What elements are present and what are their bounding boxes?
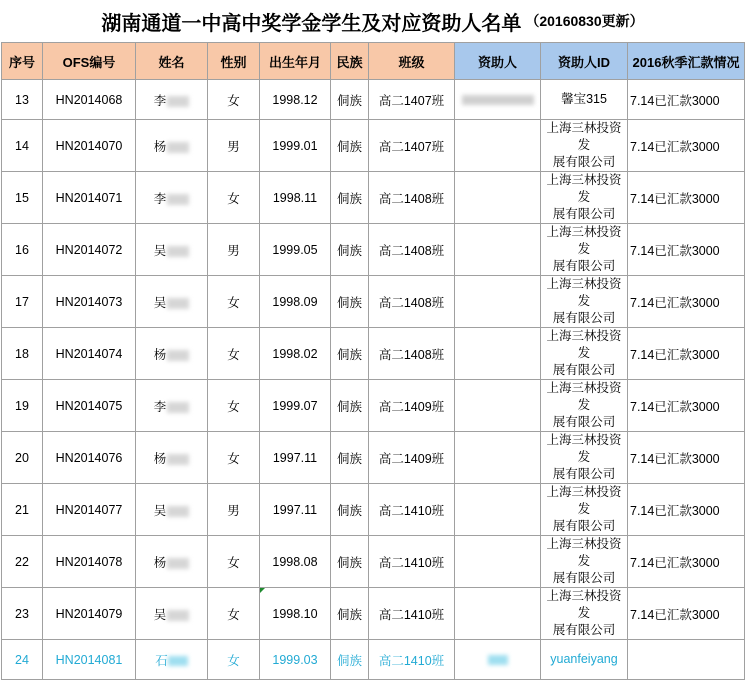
cell-class[interactable]: 高二1407班 [369, 80, 455, 120]
cell-class[interactable]: 高二1410班 [369, 588, 455, 640]
cell-donor[interactable] [455, 120, 541, 172]
cell-name[interactable] [136, 80, 208, 120]
cell-no[interactable]: 14 [2, 120, 43, 172]
name-redaction-blur [167, 194, 189, 205]
donor-id-line: 展有限公司 [552, 623, 616, 637]
name-redaction-blur [167, 610, 189, 621]
donor-redaction-blur [488, 655, 508, 665]
cell-name[interactable] [136, 484, 208, 536]
table-row [2, 380, 745, 432]
table-row [2, 172, 745, 224]
cell-donor-id[interactable] [541, 80, 628, 120]
student-name-surname: 吴 [153, 295, 167, 310]
donor-id-line: 上海三林投资发 [546, 381, 622, 412]
cell-remittance[interactable]: 7.14已汇款3000 [628, 120, 745, 172]
cell-remittance[interactable]: 7.14已汇款3000 [628, 328, 745, 380]
header-no[interactable]: 序号 [2, 43, 43, 80]
cell-no[interactable]: 20 [2, 432, 43, 484]
cell-class[interactable]: 高二1410班 [369, 536, 455, 588]
cell-ethnic[interactable]: 侗族 [331, 224, 369, 276]
cell-name[interactable] [136, 172, 208, 224]
cell-birth[interactable]: 1999.07 [260, 380, 331, 432]
donor-id-line: 馨宝315 [561, 92, 607, 106]
cell-remittance[interactable]: 7.14已汇款3000 [628, 172, 745, 224]
cell-class[interactable]: 高二1409班 [369, 380, 455, 432]
sheet-title [0, 0, 745, 42]
cell-birth[interactable]: 1998.11 [260, 172, 331, 224]
cell-gender[interactable]: 男 [208, 120, 260, 172]
name-redaction-blur [167, 96, 189, 107]
cell-donor[interactable] [455, 276, 541, 328]
cell-gender[interactable]: 女 [208, 276, 260, 328]
cell-remittance[interactable]: 7.14已汇款3000 [628, 224, 745, 276]
cell-ofs-id[interactable]: HN2014079 [43, 588, 136, 640]
cell-no[interactable]: 23 [2, 588, 43, 640]
student-name-surname: 吴 [153, 243, 167, 258]
cell-no[interactable]: 19 [2, 380, 43, 432]
cell-class[interactable]: 高二1409班 [369, 432, 455, 484]
cell-remittance[interactable] [628, 640, 745, 680]
header-birth[interactable]: 出生年月 [260, 43, 331, 80]
cell-remittance[interactable]: 7.14已汇款3000 [628, 432, 745, 484]
cell-donor-id[interactable] [541, 536, 628, 588]
cell-birth[interactable]: 1999.01 [260, 120, 331, 172]
name-redaction-blur [167, 246, 189, 257]
cell-ethnic[interactable]: 侗族 [331, 380, 369, 432]
donor-id-line: 上海三林投资发 [546, 225, 622, 256]
cell-ethnic[interactable]: 侗族 [331, 80, 369, 120]
donor-id-line: 展有限公司 [552, 467, 616, 481]
cell-ofs-id[interactable]: HN2014076 [43, 432, 136, 484]
cell-donor[interactable] [455, 536, 541, 588]
student-name-surname: 杨 [153, 555, 167, 570]
cell-ofs-id[interactable]: HN2014070 [43, 120, 136, 172]
cell-gender[interactable]: 女 [208, 80, 260, 120]
scholarship-table [1, 42, 745, 680]
donor-id-line: yuanfeiyang [550, 652, 618, 666]
cell-donor-id[interactable] [541, 432, 628, 484]
cell-name[interactable] [136, 588, 208, 640]
name-redaction-blur [167, 402, 189, 413]
student-name-surname: 杨 [153, 451, 167, 466]
donor-id-line: 上海三林投资发 [546, 173, 622, 204]
donor-id-line: 上海三林投资发 [546, 329, 622, 360]
cell-donor[interactable] [455, 172, 541, 224]
donor-redaction-blur [462, 95, 534, 105]
donor-id-line: 展有限公司 [552, 363, 616, 377]
cell-birth[interactable]: 1998.12 [260, 80, 331, 120]
cell-donor-id[interactable] [541, 588, 628, 640]
table-row [2, 640, 745, 680]
name-redaction-blur [167, 350, 189, 361]
donor-id-line: 上海三林投资发 [546, 277, 622, 308]
student-name-surname: 李 [153, 191, 167, 206]
table-row [2, 120, 745, 172]
cell-donor-id[interactable] [541, 484, 628, 536]
cell-birth[interactable]: 1998.02 [260, 328, 331, 380]
cell-name[interactable] [136, 120, 208, 172]
cell-donor[interactable] [455, 80, 541, 120]
cell-gender[interactable]: 女 [208, 432, 260, 484]
cell-class[interactable]: 高二1407班 [369, 120, 455, 172]
cell-ethnic[interactable]: 侗族 [331, 276, 369, 328]
cell-birth[interactable]: 1998.08 [260, 536, 331, 588]
cell-class[interactable]: 高二1408班 [369, 224, 455, 276]
cell-remittance[interactable]: 7.14已汇款3000 [628, 484, 745, 536]
table-row [2, 588, 745, 640]
cell-ethnic[interactable]: 侗族 [331, 484, 369, 536]
header-gender[interactable]: 性别 [208, 43, 260, 80]
cell-ethnic[interactable]: 侗族 [331, 120, 369, 172]
cell-donor[interactable] [455, 588, 541, 640]
cell-name[interactable] [136, 224, 208, 276]
cell-remittance[interactable]: 7.14已汇款3000 [628, 380, 745, 432]
cell-remittance[interactable]: 7.14已汇款3000 [628, 276, 745, 328]
donor-id-line: 上海三林投资发 [546, 121, 622, 152]
cell-donor-id[interactable] [541, 172, 628, 224]
cell-birth[interactable]: 1997.11 [260, 484, 331, 536]
table-row [2, 276, 745, 328]
cell-remittance[interactable]: 7.14已汇款3000 [628, 80, 745, 120]
cell-donor-id[interactable] [541, 328, 628, 380]
donor-id-line: 展有限公司 [552, 155, 616, 169]
student-name-surname: 李 [153, 399, 167, 414]
cell-gender[interactable]: 男 [208, 484, 260, 536]
cell-class[interactable]: 高二1410班 [369, 484, 455, 536]
cell-ethnic[interactable]: 侗族 [331, 172, 369, 224]
cell-no[interactable]: 15 [2, 172, 43, 224]
cell-ofs-id[interactable]: HN2014078 [43, 536, 136, 588]
comment-marker-icon [260, 588, 265, 593]
donor-id-line: 展有限公司 [552, 519, 616, 533]
cell-donor[interactable] [455, 484, 541, 536]
cell-remittance[interactable]: 7.14已汇款3000 [628, 536, 745, 588]
student-name-surname: 李 [153, 93, 167, 108]
header-row [2, 43, 745, 80]
cell-donor-id[interactable] [541, 380, 628, 432]
student-name-surname: 吴 [153, 607, 167, 622]
table-row [2, 484, 745, 536]
title-update-date: （20160830更新） [525, 13, 644, 29]
cell-no[interactable]: 18 [2, 328, 43, 380]
cell-donor[interactable] [455, 640, 541, 680]
table-row [2, 224, 745, 276]
header-ofs-id[interactable]: OFS编号 [43, 43, 136, 80]
cell-name[interactable] [136, 640, 208, 680]
donor-id-line: 上海三林投资发 [546, 485, 622, 516]
cell-gender[interactable]: 女 [208, 380, 260, 432]
table-row [2, 536, 745, 588]
cell-name[interactable] [136, 276, 208, 328]
cell-no[interactable]: 16 [2, 224, 43, 276]
name-redaction-blur [167, 506, 189, 517]
cell-no[interactable]: 22 [2, 536, 43, 588]
donor-id-line: 展有限公司 [552, 259, 616, 273]
cell-gender[interactable]: 女 [208, 172, 260, 224]
table-row [2, 432, 745, 484]
cell-gender[interactable]: 女 [208, 640, 260, 680]
table-row [2, 80, 745, 120]
cell-birth[interactable]: 1998.10 [260, 588, 331, 640]
cell-name[interactable] [136, 328, 208, 380]
cell-gender[interactable]: 男 [208, 224, 260, 276]
cell-birth[interactable]: 1998.09 [260, 276, 331, 328]
donor-id-line: 展有限公司 [552, 571, 616, 585]
cell-donor-id[interactable] [541, 276, 628, 328]
cell-ofs-id[interactable]: HN2014071 [43, 172, 136, 224]
cell-ofs-id[interactable]: HN2014068 [43, 80, 136, 120]
cell-ofs-id[interactable]: HN2014077 [43, 484, 136, 536]
cell-ofs-id[interactable]: HN2014081 [43, 640, 136, 680]
header-donor-id[interactable]: 资助人ID [541, 43, 628, 80]
cell-ethnic[interactable]: 侗族 [331, 432, 369, 484]
cell-name[interactable] [136, 380, 208, 432]
cell-remittance[interactable]: 7.14已汇款3000 [628, 588, 745, 640]
donor-id-line: 上海三林投资发 [546, 589, 622, 620]
cell-gender[interactable]: 女 [208, 588, 260, 640]
donor-id-line: 展有限公司 [552, 311, 616, 325]
cell-donor-id[interactable] [541, 640, 628, 680]
header-remittance[interactable]: 2016秋季汇款情况 [628, 43, 745, 80]
donor-id-line: 上海三林投资发 [546, 537, 622, 568]
cell-ethnic[interactable]: 侗族 [331, 588, 369, 640]
header-class[interactable]: 班级 [369, 43, 455, 80]
cell-ethnic[interactable]: 侗族 [331, 328, 369, 380]
cell-no[interactable]: 24 [2, 640, 43, 680]
cell-ofs-id[interactable]: HN2014075 [43, 380, 136, 432]
cell-donor[interactable] [455, 380, 541, 432]
cell-class[interactable]: 高二1410班 [369, 640, 455, 680]
cell-class[interactable]: 高二1408班 [369, 276, 455, 328]
cell-ofs-id[interactable]: HN2014072 [43, 224, 136, 276]
header-name[interactable]: 姓名 [136, 43, 208, 80]
cell-birth[interactable]: 1997.11 [260, 432, 331, 484]
cell-class[interactable]: 高二1408班 [369, 172, 455, 224]
cell-donor-id[interactable] [541, 224, 628, 276]
table-row [2, 328, 745, 380]
cell-donor-id[interactable] [541, 120, 628, 172]
student-name-surname: 吴 [153, 503, 167, 518]
cell-gender[interactable]: 女 [208, 536, 260, 588]
cell-donor[interactable] [455, 328, 541, 380]
cell-name[interactable] [136, 536, 208, 588]
cell-name[interactable] [136, 432, 208, 484]
name-redaction-blur [167, 298, 189, 309]
cell-no[interactable]: 17 [2, 276, 43, 328]
donor-id-line: 展有限公司 [552, 207, 616, 221]
name-redaction-blur [168, 656, 188, 666]
cell-donor[interactable] [455, 432, 541, 484]
cell-birth[interactable]: 1999.05 [260, 224, 331, 276]
donor-id-line: 上海三林投资发 [546, 433, 622, 464]
cell-class[interactable]: 高二1408班 [369, 328, 455, 380]
cell-no[interactable]: 13 [2, 80, 43, 120]
name-redaction-blur [167, 142, 189, 153]
cell-ethnic[interactable]: 侗族 [331, 640, 369, 680]
cell-ofs-id[interactable]: HN2014073 [43, 276, 136, 328]
student-name-surname: 杨 [153, 347, 167, 362]
name-redaction-blur [167, 558, 189, 569]
header-donor[interactable]: 资助人 [455, 43, 541, 80]
header-ethnic[interactable]: 民族 [331, 43, 369, 80]
donor-id-line: 展有限公司 [552, 415, 616, 429]
name-redaction-blur [167, 454, 189, 465]
title-main: 湖南通道一中高中奖学金学生及对应资助人名单 [101, 12, 522, 35]
cell-no[interactable]: 21 [2, 484, 43, 536]
cell-gender[interactable]: 女 [208, 328, 260, 380]
cell-ofs-id[interactable]: HN2014074 [43, 328, 136, 380]
cell-ethnic[interactable]: 侗族 [331, 536, 369, 588]
cell-donor[interactable] [455, 224, 541, 276]
student-name-surname: 石 [155, 653, 168, 668]
cell-birth[interactable]: 1999.03 [260, 640, 331, 680]
student-name-surname: 杨 [153, 139, 167, 154]
